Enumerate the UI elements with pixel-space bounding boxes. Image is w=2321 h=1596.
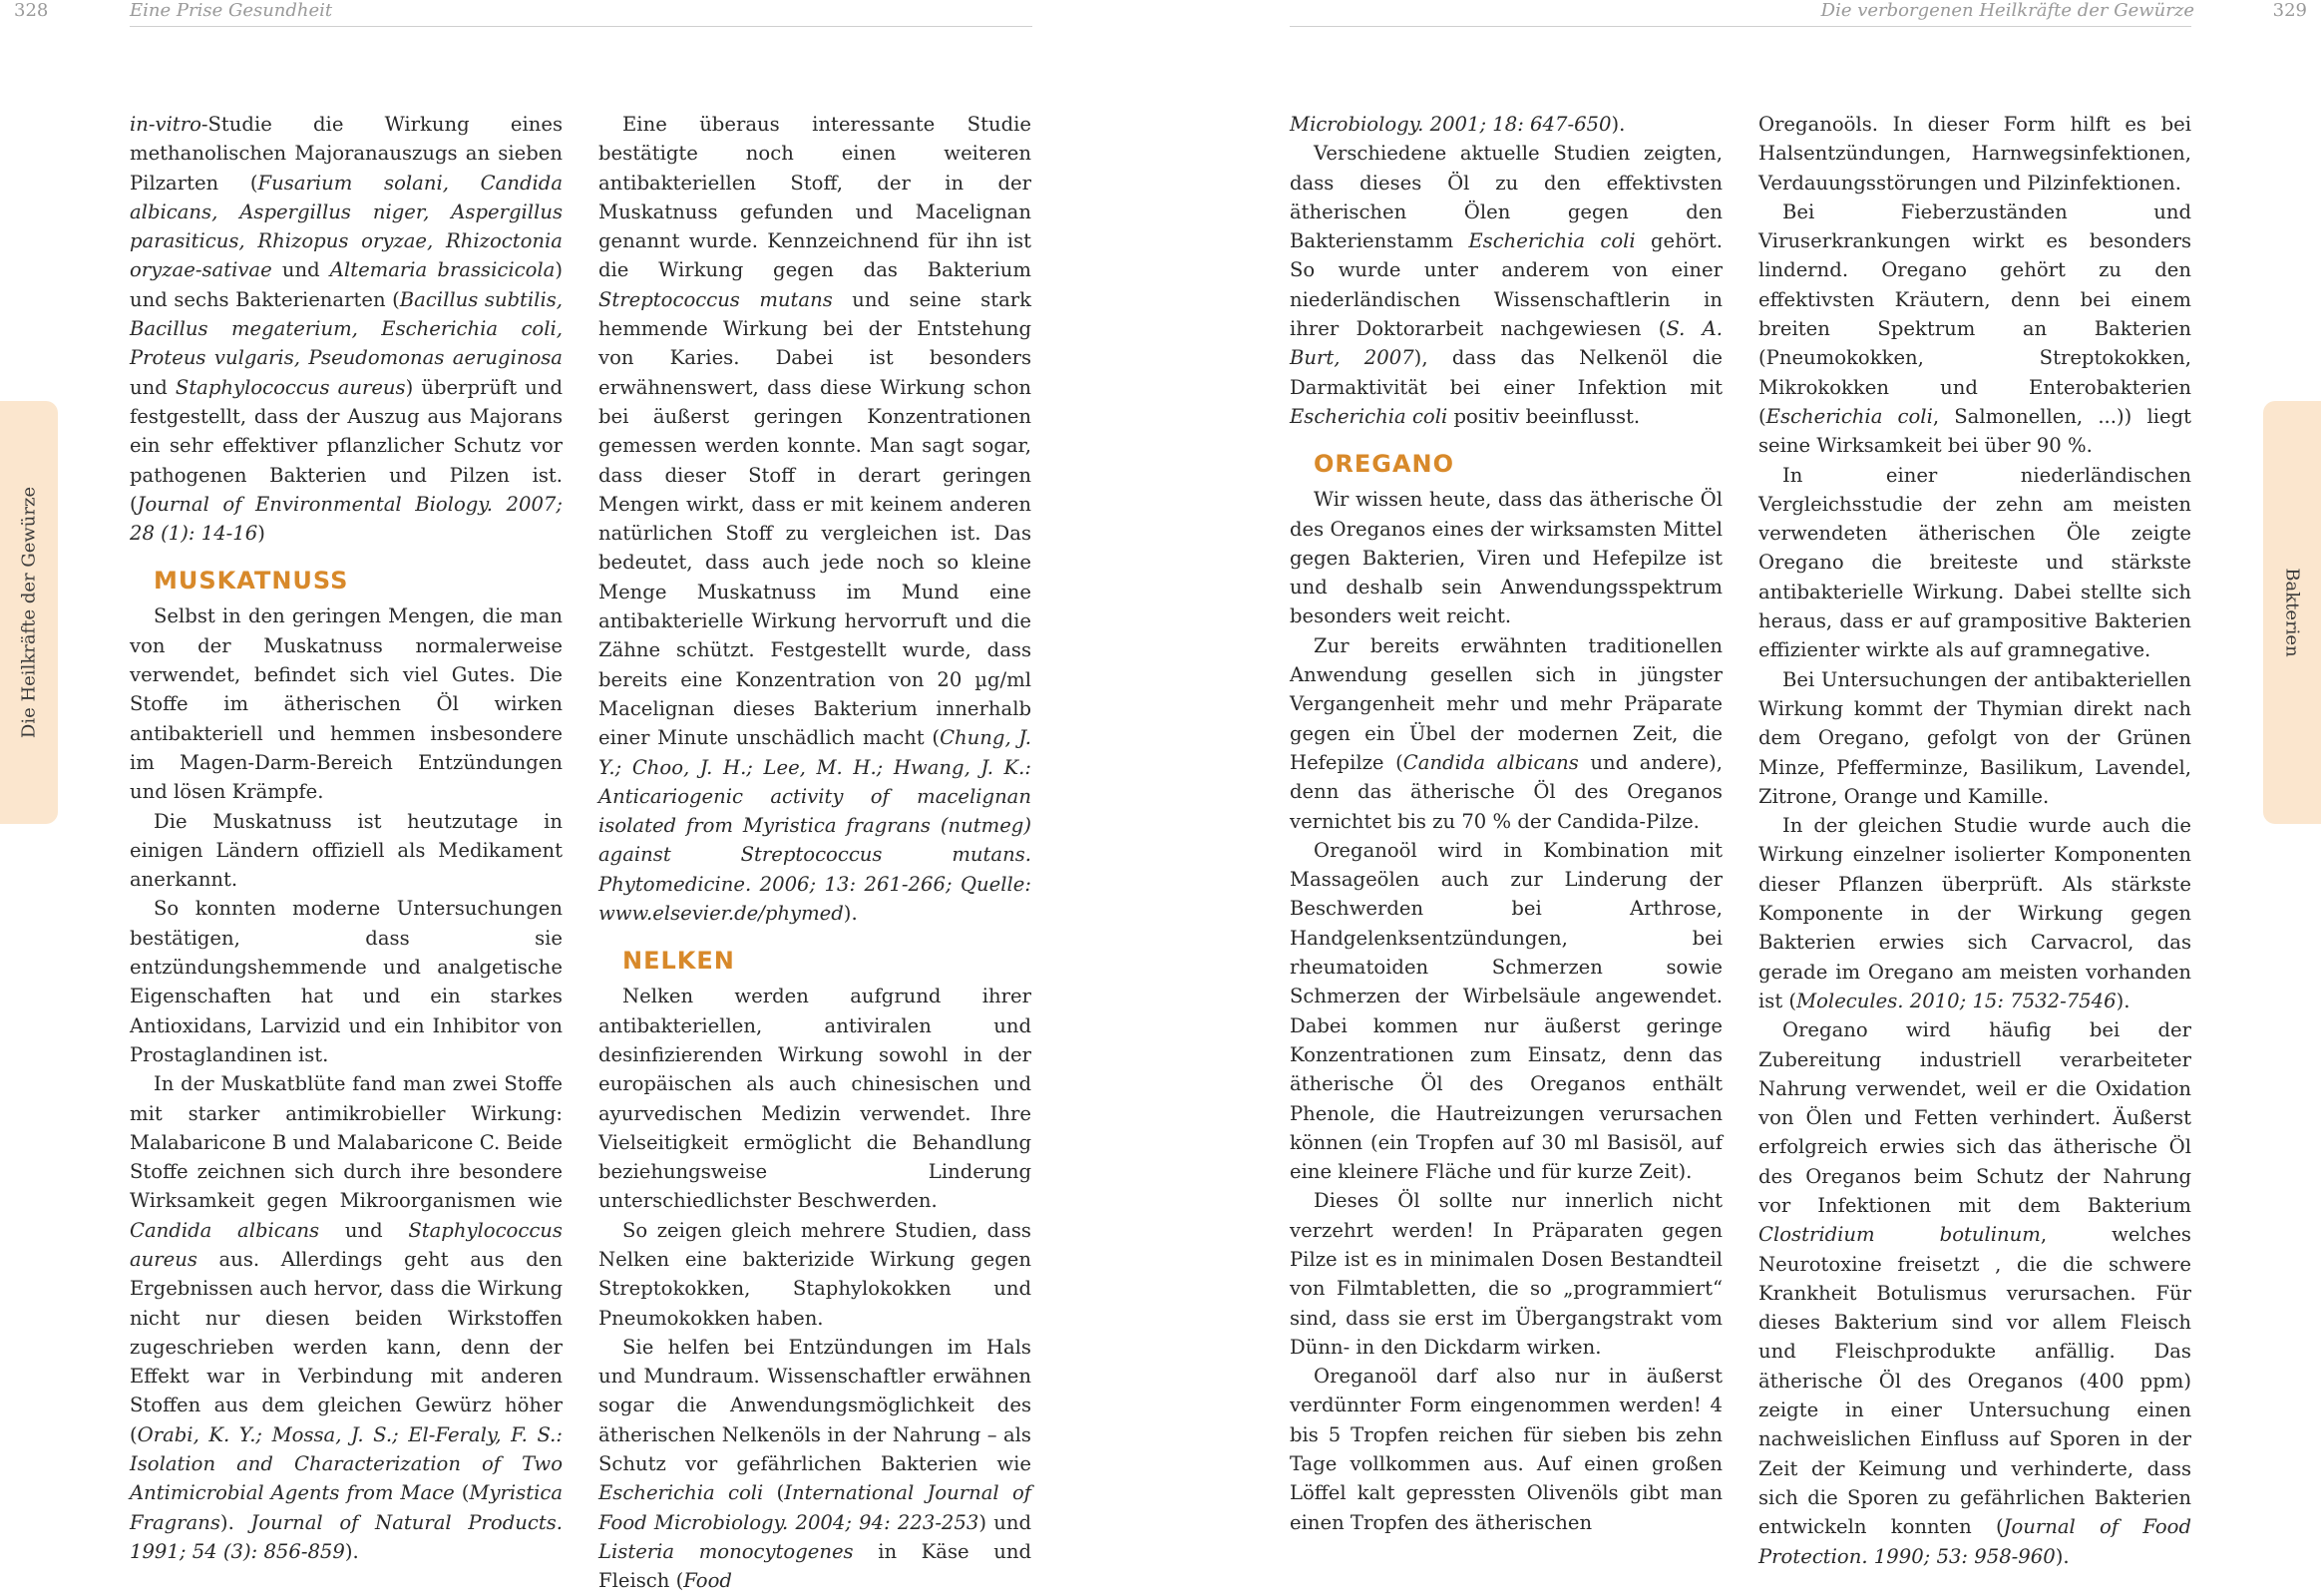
- right-side-tab: [2263, 401, 2321, 824]
- paragraph: in-vitro-Studie die Wirkung eines methanolischen Majoranauszugs an sieben Pilzarten (Fusarium solani, Candida albicans, Aspergillus niger, Aspergillus parasiticus, Rhizopus oryzae, Rhizoctonia oryzae-sativae und Altemaria brassicicola) und sechs Bakterienarten (Bacillus subtilis, Bacillus megaterium, Escherichia coli, Proteus vulgaris, Pseudomonas aeruginosa und Staphylococcus aureus) überprüft und festgestellt, dass der Auszug aus Majorans ein sehr effektiver pflanzlicher Schutz vor pathogenen Bakterien und Pilzen ist. (Journal of Environmental Biology. 2007; 28 (1): 14-16): [130, 113, 563, 546]
- italic-citation: Journal of Food Protection. 1990; 53: 958-960: [1758, 1515, 2191, 1568]
- paragraph: Zur bereits erwähnten traditionellen Anwendung gesellen sich in jüngster Vergangenheit mehr und mehr Präparate gegen ein Übel der modernen Zeit, die Hefepilze (Candida albicans und andere), denn das ätherische Öl des Oreganos vernichtet bis zu 70 % der Candida-Pilze.: [1290, 633, 1723, 833]
- paragraph: In einer niederländischen Vergleichsstudie der zehn am meisten verwendeten ätherischen Öle zeigte Oregano die breiteste und stärkste antibakterielle Wirkung. Dabei stellte sich heraus, dass er auf grampositive Bakterien effizienter wirkte als auf gramnegative.: [1758, 463, 2191, 662]
- right-header-rule: [1290, 26, 2191, 27]
- italic-citation: Listeria monocytogenes: [598, 1539, 854, 1563]
- right-running-title: Die verborgenen Heilkräfte der Gewürze: [1820, 0, 2194, 21]
- italic-citation: Bacillus subtilis, Bacillus megaterium, Escherichia coli, Proteus vulgaris, Pseudomonas aeruginosa: [130, 287, 563, 370]
- italic-citation: Myristica Fragrans: [130, 1481, 564, 1534]
- italic-citation: Altemaria brassicicola: [329, 258, 556, 282]
- paragraph: Oregano wird häufig bei der Zubereitung industriell verarbeiteter Nahrung verwendet, weil er die Oxidation von Ölen und Fetten verhindert. Äußerst erfolgreich erwies sich das ätherische Öl des Oreganos beim Schutz der Nahrung vor Infektionen mit dem Bakterium Clostridium botulinum, welches Neurotoxine freisetzt , die die schwere Krankheit Botulismus verursachen. Für dieses Bakterium sind vor allem Fleisch und Fleischprodukte anfällig. Das ätherische Öl des Oreganos (400 ppm) zeigte in einer Untersuchung einen nachweislichen Einfluss auf Sporen in der Zeit der Keimung und verhinderte, dass sich die Sporen zu gefährlichen Bakterien entwickeln konnten (Journal of Food Protection. 1990; 53: 958-960).: [1758, 1018, 2191, 1568]
- paragraph: Verschiedene aktuelle Studien zeigten, dass dieses Öl zu den effektivsten ätherischen Ölen gegen den Bakterienstamm Escherichia coli gehört. So wurde unter anderem von einer niederländischen Wissenschaftlerin in ihrer Doktorarbeit nachgewiesen (S. A. Burt, 2007), dass das Nelkenöl die Darmaktivität bei einer Infektion mit Escherichia coli positiv beeinflusst.: [1290, 142, 1723, 428]
- italic-citation: in-vitro: [130, 113, 201, 136]
- paragraph: Sie helfen bei Entzündungen im Hals und Mundraum. Wissenschaftler erwähnen sogar die Anwendungsmöglichkeit des ätherischen Nelkenöls in der Nahrung – als Schutz vor gefährlichen Bakterien wie Escherichia coli (International Journal of Food Microbiology. 2004; 94: 223-253) und Listeria monocytogenes in Käse und Fleisch (Food: [598, 1335, 1032, 1593]
- paragraph: Die Muskatnuss ist heutzutage in einigen Ländern offiziell als Medikament anerkannt.: [130, 809, 563, 892]
- italic-citation: Streptococcus mutans: [598, 287, 833, 311]
- paragraph: Oreganoöl wird in Kombination mit Massageölen auch zur Linderung der Beschwerden bei Arthrose, Handgelenksentzündungen, bei rheumatoiden Schmerzen sowie Schmerzen der Wirbelsäule angewendet. Dabei kommen nur äußerst geringe Konzentrationen zum Einsatz, denn das ätherische Öl des Oreganos enthält Phenole, die Hautreizungen verursachen können (ein Tropfen auf 30 ml Basisöl, auf eine kleinere Fläche und für kurze Zeit).: [1290, 838, 1723, 1184]
- paragraph: Bei Fieberzuständen und Viruserkrankungen wirkt es besonders lindernd. Oregano gehört zu den effektivsten Kräutern, denn bei einem breiten Spektrum an Bakterien (Pneumokokken, Streptokokken, Mikrokokken und Enterobakterien (Escherichia coli, Salmonellen, ...)) liegt seine Wirksamkeit bei über 90 %.: [1758, 200, 2191, 458]
- text-column-1: [130, 110, 564, 1563]
- paragraph: In der gleichen Studie wurde auch die Wirkung einzelner isolierter Komponenten dieser Pflanzen überprüft. Als stärkste Komponente in der Wirkung gegen Bakterien erwies sich Carvacrol, das gerade im Oregano am meisten vorhanden ist (Molecules. 2010; 15: 7532-7546).: [1758, 814, 2191, 1012]
- paragraph: Bei Untersuchungen der antibakteriellen Wirkung kommt der Thymian direkt nach dem Oregano, gefolgt von der Grünen Minze, Pfefferminze, Basilikum, Lavendel, Zitrone, Orange und Kamille.: [1758, 667, 2191, 808]
- italic-citation: Food: [683, 1569, 732, 1593]
- italic-citation: Escherichia coli: [1290, 404, 1448, 428]
- paragraph: Oreganoöl darf also nur in äußerst verdünnter Form eingenommen werden! 4 bis 5 Tropfen reichen für sieben bis zehn Tage vollkommen aus. Auf einen großen Löffel kalt gepressten Olivenöls gibt man einen Tropfen des ätherischen: [1290, 1365, 1723, 1534]
- left-side-tab: [0, 401, 58, 824]
- italic-citation: Escherichia coli: [1468, 229, 1636, 253]
- italic-citation: Orabi, K. Y.; Mossa, J. S.; El-Feraly, F. S.: Isolation and Characterization of Two Antimicrobial Agents from Mace: [130, 1422, 563, 1505]
- section-heading-muskatnuss: MUSKATNUSS: [154, 567, 349, 596]
- paragraph: In der Muskatblüte fand man zwei Stoffe mit starker antimikrobieller Wirkung: Malabaricone B und Malabaricone C. Beide Stoffe zeichnen sich durch ihre besondere Wirksamkeit gegen Mikroorganismen wie Candida albicans und Staphylococcus aureus aus. Allerdings geht aus den Ergebnissen auch hervor, dass die Wirkung nicht nur diesen beiden Wirkstoffen zugeschrieben werden kann, denn der Effekt war in Verbindung mit anderen Stoffen aus dem gleichen Gewürz höher (Orabi, K. Y.; Mossa, J. S.; El-Feraly, F. S.: Isolation and Characterization of Two Antimicrobial Agents from Mace (Myristica Fragrans). Journal of Natural Products. 1991; 54 (3): 856-859).: [130, 1072, 564, 1563]
- right-page-number: 329: [2272, 0, 2307, 21]
- paragraph: Selbst in den geringen Mengen, die man von der Muskatnuss normalerweise verwendet, befindet sich viel Gutes. Die Stoffe im ätherischen Öl wirken antibakteriell und hemmen insbesondere im Magen-Darm-Bereich Entzündungen und lösen Krämpfe.: [130, 604, 563, 804]
- italic-citation: International Journal of Food Microbiology. 2004; 94: 223-253: [598, 1481, 1031, 1534]
- left-running-title: Eine Prise Gesundheit: [130, 0, 333, 21]
- italic-citation: Staphylococcus aureus: [175, 375, 406, 399]
- italic-citation: Clostridium botulinum: [1758, 1223, 2041, 1247]
- left-page-number: 328: [14, 0, 49, 21]
- right-side-tab-label: Bakterien: [2281, 568, 2303, 657]
- italic-citation: Chung, J. Y.; Choo, J. H.; Lee, M. H.; Hwang, J. K.: Anticariogenic activity of macelignan isolated from Myristica fragrans (nutmeg) against Streptococcus mutans. Phytomedicine. 2006; 13: 261-266; Quelle: www.elsevier.de/phymed: [598, 726, 1031, 926]
- paragraph: Dieses Öl sollte nur innerlich nicht verzehrt werden! In Präparaten gegen Pilze ist es in minimalen Dosen Bestandteil von Filmtabletten, die so „programmiert“ sind, dass sie erst im Übergangstrakt vom Dünn- in den Dickdarm wirken.: [1290, 1189, 1723, 1359]
- paragraph: Oreganoöls. In dieser Form hilft es bei Halsentzündungen, Harnwegsinfektionen, Verdauungsstörungen und Pilzinfektionen.: [1758, 113, 2191, 195]
- italic-citation: Journal of Environmental Biology. 2007; 28 (1): 14-16: [130, 492, 563, 546]
- paragraph: Microbiology. 2001; 18: 647-650).: [1290, 113, 1626, 136]
- italic-citation: S. A. Burt, 2007: [1290, 317, 1723, 370]
- paragraph: So zeigen gleich mehrere Studien, dass Nelken eine bakterizide Wirkung gegen Streptokokken, Staphylokokken und Pneumokokken haben.: [598, 1218, 1031, 1330]
- italic-citation: Journal of Natural Products. 1991; 54 (3): 856-859: [130, 1510, 563, 1563]
- italic-citation: Fusarium solani, Candida albicans, Aspergillus niger, Aspergillus parasiticus, Rhizopus oryzae, Rhizoctonia oryzae-sativae: [130, 171, 563, 282]
- text-column-4: [1758, 110, 2191, 1568]
- section-heading-oregano: OREGANO: [1314, 450, 1455, 479]
- paragraph: So konnten moderne Untersuchungen bestätigen, dass sie entzündungshemmende und analgetische Eigenschaften hat und ein starkes Antioxidans, Larvizid und ein Inhibitor von Prostaglandinen ist.: [130, 897, 563, 1066]
- italic-citation: Candida albicans: [1402, 750, 1579, 774]
- text-column-3: [1290, 110, 1723, 1534]
- paragraph: Nelken werden aufgrund ihrer antibakteriellen, antiviralen und desinfizierenden Wirkung sowohl in der europäischen als auch chinesischen und ayurvedischen Medizin verwendet. Ihre Vielseitigkeit ermöglicht die Behandlung beziehungsweise Linderung unterschiedlichster Beschwerden.: [598, 985, 1031, 1213]
- italic-citation: Candida albicans: [130, 1218, 320, 1242]
- italic-citation: Staphylococcus aureus: [130, 1218, 563, 1271]
- section-heading-nelken: NELKEN: [622, 947, 735, 976]
- text-column-2: [598, 110, 1032, 1593]
- left-header-rule: [130, 26, 1032, 27]
- italic-citation: Escherichia coli: [1765, 404, 1933, 428]
- left-side-tab-label: Die Heilkräfte der Gewürze: [18, 486, 40, 739]
- italic-citation: Microbiology. 2001; 18: 647-650: [1290, 113, 1612, 136]
- paragraph: Eine überaus interessante Studie bestätigte noch einen weiteren antibakteriellen Stoff, der in der Muskatnuss gefunden und Macelignan genannt wurde. Kennzeichnend für ihn ist die Wirkung gegen das Bakterium Streptococcus mutans und seine stark hemmende Wirkung bei der Entstehung von Karies. Dabei ist besonders erwähnenswert, dass diese Wirkung schon bei äußerst geringen Konzentrationen gemessen werden konnte. Man sagt sogar, dass dieser Stoff in derart geringen Mengen wirkt, dass er mit keinem anderen natürlichen Stoff zu vergleichen ist. Das bedeutet, dass auch jede noch so kleine Menge Muskatnuss im Mund eine antibakterielle Wirkung hervorruft und die Zähne schützt. Festgestellt wurde, dass bereits eine Konzentration von 20 µg/ml Macelignan dieses Bakterium innerhalb einer Minute unschädlich macht (Chung, J. Y.; Choo, J. H.; Lee, M. H.; Hwang, J. K.: Anticariogenic activity of macelignan isolated from Myristica fragrans (nutmeg) against Streptococcus mutans. Phytomedicine. 2006; 13: 261-266; Quelle: www.elsevier.de/phymed).: [598, 113, 1031, 926]
- paragraph: Wir wissen heute, dass das ätherische Öl des Oreganos eines der wirksamsten Mittel gegen Bakterien, Viren und Hefepilze ist und deshalb sein Anwendungsspektrum besonders weit reicht.: [1290, 488, 1723, 628]
- italic-citation: Escherichia coli: [598, 1481, 764, 1505]
- italic-citation: Molecules. 2010; 15: 7532-7546: [1796, 989, 2117, 1012]
